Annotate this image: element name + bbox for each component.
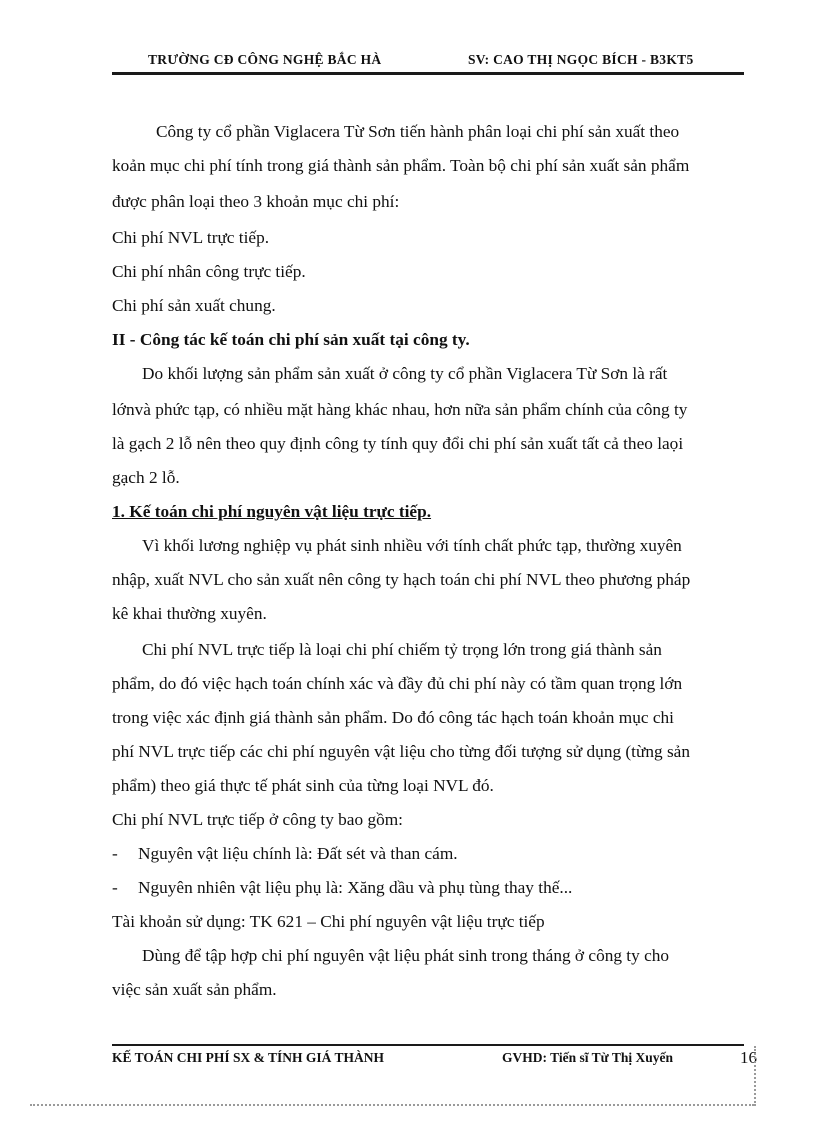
page-border-shadow — [754, 1046, 758, 1106]
bullet-dash: - — [112, 878, 118, 897]
page-border-shadow — [30, 1104, 754, 1106]
paragraph-line: việc sản xuất sản phẩm. — [112, 980, 277, 999]
page-number: 16 — [740, 1048, 757, 1067]
footer-advisor: GVHD: Tiến sĩ Từ Thị Xuyến — [502, 1050, 674, 1065]
paragraph-line: Chi phí NVL trực tiếp ở công ty bao gồm: — [112, 810, 403, 829]
bullet-text: Nguyên nhiên vật liệu phụ là: Xăng dầu và phụ tùng thay thế... — [138, 878, 573, 897]
paragraph-line: được phân loại theo 3 khoản mục chi phí: — [112, 192, 400, 211]
bullet-dash: - — [112, 844, 118, 863]
paragraph-line: gạch 2 lỗ. — [112, 468, 180, 487]
list-item: Chi phí sản xuất chung. — [112, 296, 276, 315]
paragraph-line: là gạch 2 lỗ nên theo quy định công ty tính quy đổi chi phí sản xuất tất cả theo laọi — [112, 434, 684, 453]
paragraph-line: nhập, xuất NVL cho sản xuất nên công ty hạch toán chi phí NVL theo phương pháp — [112, 570, 691, 589]
paragraph-line: Dùng để tập hợp chi phí nguyên vật liệu phát sinh trong tháng ở công ty cho — [142, 946, 670, 965]
paragraph-line: Tài khoản sử dụng: TK 621 – Chi phí nguyên vật liệu trực tiếp — [112, 912, 545, 931]
page-footer — [112, 1048, 757, 1072]
paragraph-line: phí NVL trực tiếp các chi phí nguyên vật liệu cho từng đối tượng sử dụng (từng sản — [112, 742, 690, 761]
bullet-text: Nguyên vật liệu chính là: Đất sét và than cám. — [138, 844, 458, 863]
paragraph-line: kê khai thường xuyên. — [112, 604, 267, 623]
paragraph-line: koản mục chi phí tính trong giá thành sản phẩm. Toàn bộ chi phí sản xuất sản phẩm — [112, 156, 690, 175]
header-student: SV: CAO THỊ NGỌC BÍCH - B3KT5 — [468, 52, 694, 67]
list-item: Chi phí nhân công trực tiếp. — [112, 262, 306, 281]
paragraph-line: Chi phí NVL trực tiếp là loại chi phí chiếm tỷ trọng lớn trong giá thành sản — [142, 640, 662, 659]
paragraph-line: Do khối lượng sản phẩm sản xuất ở công ty cổ phần Viglacera Từ Sơn là rất — [142, 364, 668, 383]
section-heading: II - Công tác kế toán chi phí sản xuất tại công ty. — [112, 330, 470, 349]
paragraph-line: trong việc xác định giá thành sản phẩm. Do đó công tác hạch toán khoản mục chi — [112, 708, 674, 727]
paragraph-line: Vì khối lương nghiệp vụ phát sinh nhiều với tính chất phức tạp, thường xuyên — [142, 536, 682, 555]
list-item: Chi phí NVL trực tiếp. — [112, 228, 270, 247]
paragraph-line: lớnvà phức tạp, có nhiều mặt hàng khác nhau, hơn nữa sản phẩm chính của công ty — [112, 400, 688, 419]
header-rule — [112, 72, 744, 75]
header-school: TRƯỜNG CĐ CÔNG NGHỆ BẮC HÀ — [148, 52, 382, 67]
footer-title: KẾ TOÁN CHI PHÍ SX & TÍNH GIÁ THÀNH — [112, 1050, 385, 1065]
paragraph-line: Công ty cổ phần Viglacera Từ Sơn tiến hành phân loại chi phí sản xuất theo — [156, 122, 680, 141]
paragraph-line: phẩm) theo giá thực tế phát sinh của từng loại NVL đó. — [112, 776, 494, 795]
paragraph-line: phẩm, do đó việc hạch toán chính xác và đầy đủ chi phí này có tầm quan trọng lớn — [112, 674, 683, 693]
subsection-heading: 1. Kế toán chi phí nguyên vật liệu trực tiếp. — [112, 502, 432, 521]
page-header — [112, 52, 744, 72]
footer-rule — [112, 1044, 744, 1046]
